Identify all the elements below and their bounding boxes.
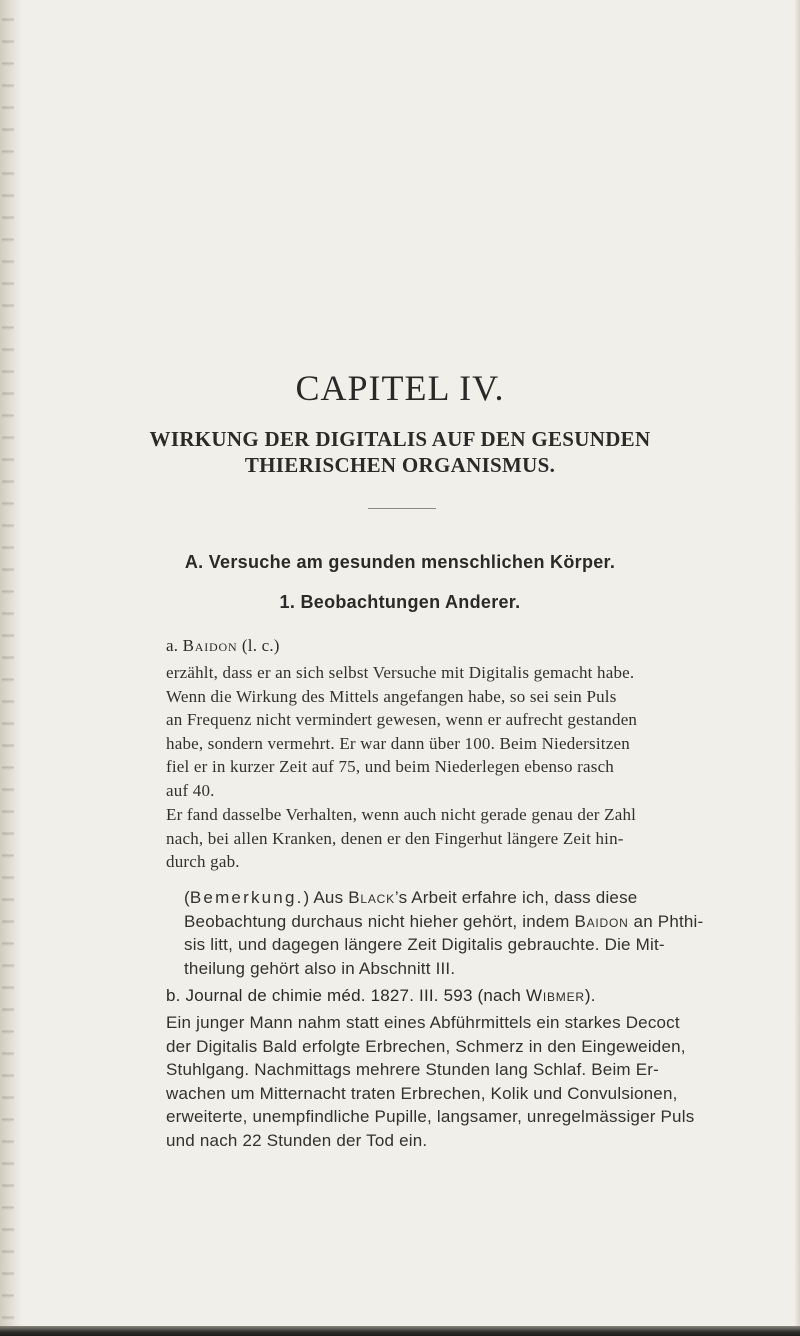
text-line: Er fand dasselbe Verhalten, wenn auch nicht gerade genau der Zahl <box>166 805 637 824</box>
text-line: auf 40. <box>166 780 215 800</box>
page-bottom-edge <box>0 1326 800 1336</box>
paragraph-bemerkung <box>184 886 782 980</box>
text-line: wachen um Mitternacht traten Erbrechen, Kolik und Convulsionen, <box>166 1083 678 1103</box>
subsubsection-heading: 1. Beobachtungen Anderer. <box>279 592 521 612</box>
text-line: theilung gehört also in Abschnitt III. <box>184 958 456 978</box>
text-line: der Digitalis Bald erfolgte Erbrechen, Schmerz in den Eingeweiden, <box>166 1036 686 1056</box>
author-baidon: Baidon <box>574 911 629 931</box>
text-line: Wenn die Wirkung des Mittels angefangen habe, so sei sein Puls <box>166 686 617 706</box>
item-a-ref: (l. c.) <box>241 636 280 655</box>
text-line: habe, sondern vermehrt. Er war dann über 100. Beim Niedersitzen <box>166 733 630 753</box>
subsection-heading: A. Versuche am gesunden menschlichen Körper. <box>184 552 616 572</box>
item-a-author: Baidon <box>182 636 238 655</box>
text-line: Ein junger Mann nahm statt eines Abführmittels ein starkes Decoct <box>166 1013 680 1032</box>
text-line: nach, bei allen Kranken, denen er den Fingerhut längere Zeit hin- <box>166 828 624 848</box>
paragraph-case-young-man <box>166 1011 782 1152</box>
text-line: durch gab. <box>166 852 240 871</box>
section-title-line-1: WIRKUNG DER DIGITALIS AUF DEN GESUNDEN <box>149 427 651 451</box>
text-line: (Bemerkung.) Aus Black’s Arbeit erfahre ich, dass diese <box>184 888 638 907</box>
item-a-heading <box>166 636 280 656</box>
item-b-heading: b. Journal de chimie méd. 1827. III. 593 (nach Wibmer). <box>166 986 596 1005</box>
text-line: erweiterte, unempfindliche Pupille, langsamer, unregelmässiger Puls <box>166 1107 695 1126</box>
section-title <box>0 426 800 478</box>
separator-rule <box>368 508 436 509</box>
paragraph-baidon-report <box>166 661 782 802</box>
text-line: an Frequenz nicht vermindert gewesen, wenn er aufrecht gestanden <box>166 710 638 729</box>
text-line: erzählt, dass er an sich selbst Versuche mit Digitalis gemacht habe. <box>166 663 635 682</box>
text-line: fiel er in kurzer Zeit auf 75, und beim Niederlegen ebenso rasch <box>166 757 615 776</box>
text-line: und nach 22 Stunden der Tod ein. <box>166 1130 428 1150</box>
chapter-title: CAPITEL IV. <box>295 368 505 408</box>
text-line: sis litt, und dagegen längere Zeit Digitalis gebrauchte. Die Mit- <box>184 935 665 954</box>
item-b-author: Wibmer <box>526 986 585 1005</box>
text-line: Stuhlgang. Nachmittags mehrere Stunden lang Schlaf. Beim Er- <box>166 1060 659 1079</box>
section-title-line-2: THIERISCHEN ORGANISMUS. <box>244 453 556 477</box>
text-line: Beobachtung durchaus nicht hieher gehört, indem Baidon an Phthi- <box>184 911 704 931</box>
item-a-prefix: a. <box>166 636 179 655</box>
author-black: Black <box>348 888 395 907</box>
remark-label: Bemerkung. <box>189 888 304 907</box>
paragraph-same-behaviour <box>166 803 782 874</box>
